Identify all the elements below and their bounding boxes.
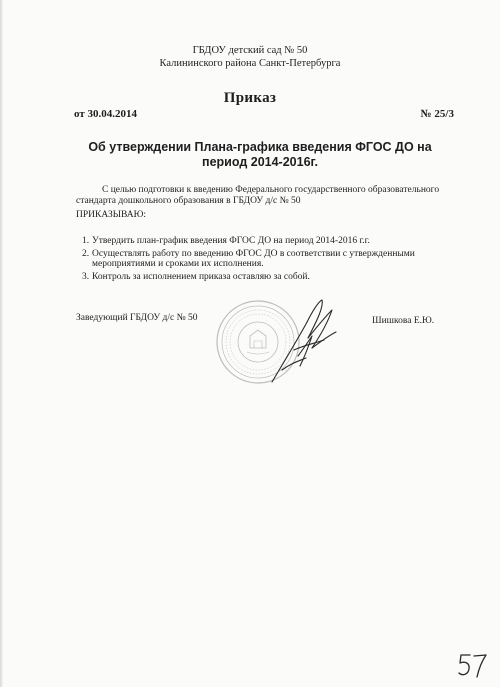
list-item-text: Осуществлять работу по введению ФГОС ДО в соответствии с утвержденными мероприятиями и сроками их исполнения. — [92, 248, 415, 269]
intro-paragraph — [76, 185, 456, 206]
list-item-number: 3. — [82, 271, 90, 282]
order-items-list — [76, 236, 456, 284]
handwritten-page-number-icon — [456, 650, 490, 680]
order-subject-line-2: период 2014-2016г. — [202, 155, 318, 169]
order-number: № 25/3 — [420, 108, 454, 120]
intro-line-2: стандарта дошкольного образования в ГБДОУ д/с № 50 — [76, 195, 301, 206]
list-item-text: Утвердить план-график введения ФГОС ДО на период 2014-2016 г.г. — [92, 236, 370, 246]
signatory-position: Заведующий ГБДОУ д/с № 50 — [76, 313, 198, 323]
list-item-number: 2. — [82, 248, 90, 259]
organization-district: Калининского района Санкт-Петербурга — [159, 58, 341, 69]
list-item-number: 1. — [82, 236, 90, 246]
order-date: от 30.04.2014 — [74, 108, 138, 120]
document-title: Приказ — [223, 90, 277, 106]
order-word: ПРИКАЗЫВАЮ: — [76, 210, 147, 220]
order-subject — [60, 140, 460, 170]
signatory-name: Шишкова Е.Ю. — [372, 316, 435, 326]
order-subject-line-1: Об утверждении Плана-графика введения ФГОС ДО на — [88, 140, 432, 154]
intro-line-1: С целью подготовки к введению Федерального государственного образовательного — [102, 185, 440, 195]
signature-icon — [262, 296, 342, 388]
organization-name: ГБДОУ детский сад № 50 — [192, 45, 308, 56]
list-item — [76, 249, 456, 270]
list-item — [76, 272, 456, 283]
list-item — [76, 236, 456, 247]
list-item-text: Контроль за исполнением приказа оставляю за собой. — [92, 271, 310, 282]
